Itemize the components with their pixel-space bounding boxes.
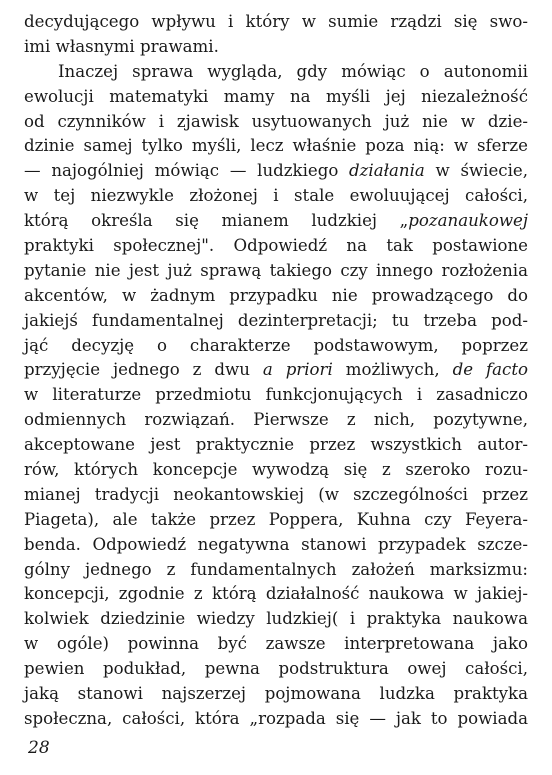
text-line: społeczna, całości, która „rozpada się — jak to powiada xyxy=(24,708,528,728)
text-line: jąć decyzję o charakterze podstawowym, poprzez xyxy=(24,335,528,355)
text-line: akceptowane jest praktycznie przez wszystkich autor- xyxy=(24,435,528,455)
text-line: ewolucji matematyki mamy na myśli jej niezależność xyxy=(24,86,528,106)
text-line: w tej niezwykle złożonej i stale ewoluującej całości, xyxy=(24,186,528,206)
text-line: odmiennych rozwiązań. Pierwsze z nich, pozytywne, xyxy=(24,410,528,430)
text-line: dzinie samej tylko myśli, lecz właśnie poza nią: w sferze xyxy=(24,136,528,156)
text-line: imi własnymi prawami. xyxy=(24,36,219,56)
text-line: praktyki społecznej". Odpowiedź na tak postawione xyxy=(24,236,528,256)
text-line: w ogóle) powinna być zawsze interpretowana jako xyxy=(24,634,528,654)
text-line: akcentów, w żadnym przypadku nie prowadzącego do xyxy=(24,285,528,305)
text-line: przyjęcie jednego z dwu a priori możliwych, de facto xyxy=(24,360,528,380)
text-line: jakiejś fundamentalnej dezinterpretacji; tu trzeba pod- xyxy=(24,310,528,330)
text-line: rów, których koncepcje wywodzą się z szeroko rozu- xyxy=(24,460,528,480)
text-line: decydującego wpływu i który w sumie rządzi się swo- xyxy=(24,12,528,31)
text-line: od czynników i zjawisk usytuowanych już nie w dzie- xyxy=(24,111,528,131)
text-line: mianej tradycji neokantowskiej (w szczególności przez xyxy=(24,484,528,504)
text-line: gólny jednego z fundamentalnych założeń marksizmu: xyxy=(24,559,528,579)
text-line: benda. Odpowiedź negatywna stanowi przypadek szcze- xyxy=(24,534,528,554)
text-line: — najogólniej mówiąc — ludzkiego działania w świecie, xyxy=(24,161,528,181)
text-line: Piageta), ale także przez Poppera, Kuhna czy Feyera- xyxy=(24,509,528,529)
text-line: kolwiek dziedzinie wiedzy ludzkiej( i praktyka naukowa xyxy=(24,609,528,629)
text-line: Inaczej sprawa wygląda, gdy mówiąc o autonomii xyxy=(58,61,528,81)
body-text xyxy=(24,10,528,732)
text-line: pytanie nie jest już sprawą takiego czy innego rozłożenia xyxy=(24,260,528,280)
text-line: w literaturze przedmiotu funkcjonujących i zasadniczo xyxy=(24,385,528,405)
text-line: jaką stanowi najszerzej pojmowana ludzka praktyka xyxy=(24,684,528,704)
text-line: koncepcji, zgodnie z którą działalność naukowa w jakiej- xyxy=(24,584,528,604)
text-line: pewien podukład, pewna podstruktura owej całości, xyxy=(24,659,528,679)
text-line: którą określa się mianem ludzkiej „pozanaukowej xyxy=(24,211,528,231)
page-number: 28 xyxy=(28,738,50,758)
